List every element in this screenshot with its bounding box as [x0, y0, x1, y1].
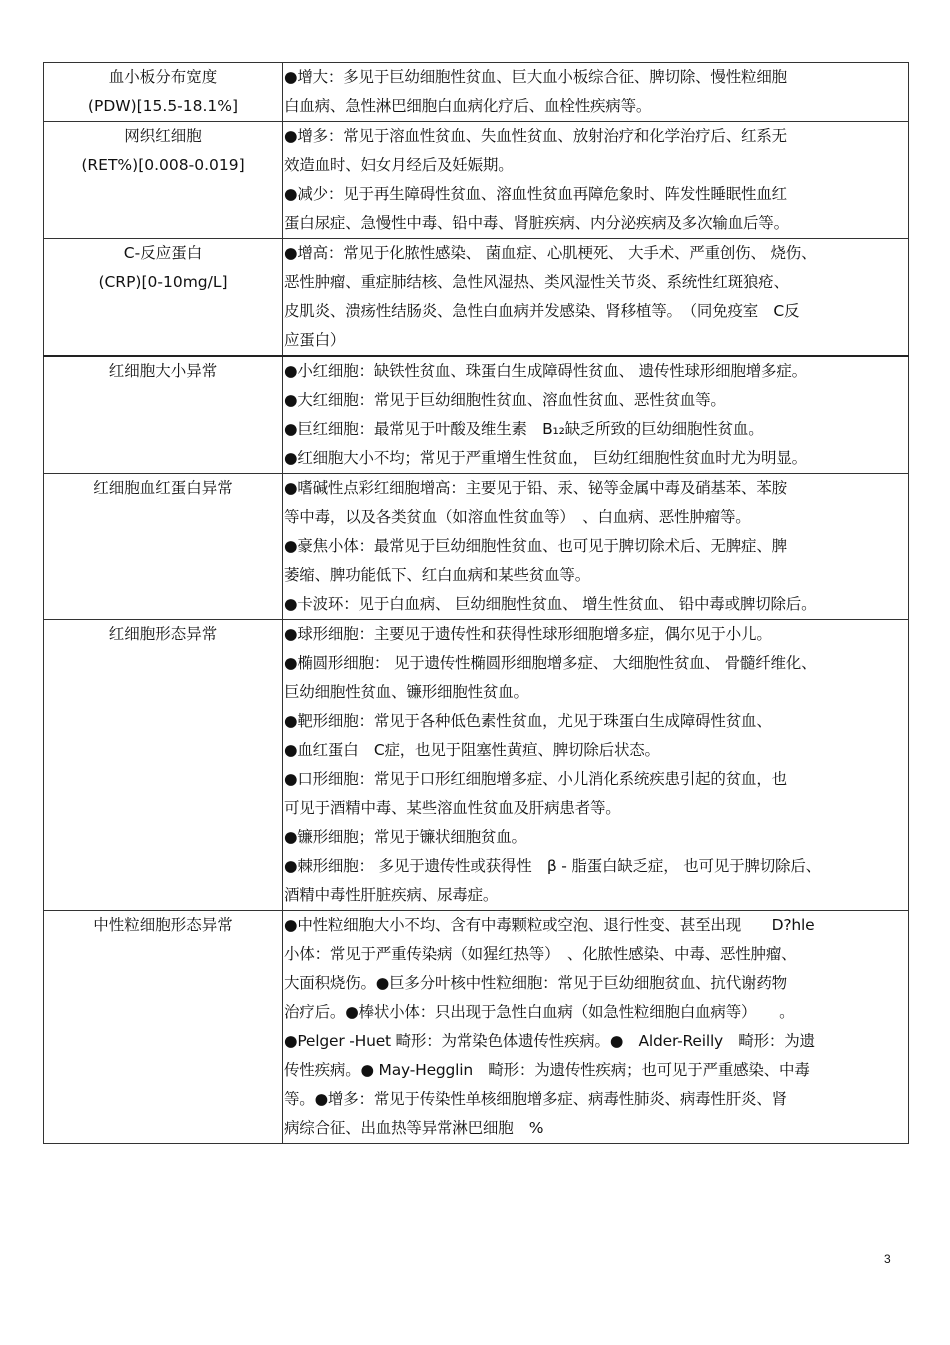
clinical-significance-line: ●球形细胞：主要见于遗传性和获得性球形细胞增多症，偶尔见于小儿。	[284, 625, 772, 643]
item-name-line: 中性粒细胞形态异常	[93, 916, 233, 934]
item-name-line: (PDW)[15.5-18.1%]	[87, 97, 239, 115]
item-name-line: 血小板分布宽度	[108, 68, 218, 86]
page-number: 3	[884, 1252, 891, 1266]
table-row	[44, 620, 909, 911]
clinical-significance-line: 传性疾病。● May-Hegglin 畸形：为遗传性疾病；也可见于严重感染、中毒	[284, 1061, 810, 1079]
clinical-significance-line: ●豪焦小体：最常见于巨幼细胞性贫血、也可见于脾切除术后、无脾症、脾	[284, 537, 787, 555]
item-name-cell	[44, 474, 283, 620]
clinical-significance-line: 等。●增多：常见于传染性单核细胞增多症、病毒性肺炎、病毒性肝炎、肾	[284, 1090, 787, 1108]
item-name-line: (CRP)[0-10mg/L]	[98, 273, 228, 291]
clinical-significance-line: 恶性肿瘤、重症肺结核、急性风湿热、类风湿性关节炎、系统性红斑狼疮、	[284, 273, 789, 291]
clinical-significance-cell	[283, 63, 909, 122]
clinical-significance-line: ●巨红细胞：最常见于叶酸及维生素 B₁₂缺乏所致的巨幼细胞性贫血。	[284, 420, 764, 438]
clinical-significance-cell	[283, 620, 909, 911]
clinical-significance-line: 效造血时、妇女月经后及妊娠期。	[284, 156, 514, 174]
clinical-significance-line: 白血病、急性淋巴细胞白血病化疗后、血栓性疾病等。	[284, 97, 652, 115]
clinical-significance-line: ●增大：多见于巨幼细胞性贫血、巨大血小板综合征、脾切除、慢性粒细胞	[284, 68, 787, 86]
clinical-significance-line: 治疗后。●棒状小体：只出现于急性白血病（如急性粒细胞白血病等） 。	[284, 1003, 795, 1021]
reference-table	[43, 62, 909, 1144]
item-name-cell	[44, 356, 283, 474]
item-name-line: (RET%)[0.008-0.019]	[81, 156, 245, 174]
clinical-significance-line: ●Pelger -Huet 畸形：为常染色体遗传性疾病。● Alder-Reilly 畸形：为遗	[284, 1032, 815, 1050]
reference-table-body	[44, 63, 909, 1144]
item-name-line: 红细胞大小异常	[108, 362, 218, 380]
clinical-significance-line: 应蛋白）	[284, 331, 346, 349]
clinical-significance-line: ●增多：常见于溶血性贫血、失血性贫血、放射治疗和化学治疗后、红系无	[284, 127, 787, 145]
clinical-significance-line: ●棘形细胞： 多见于遗传性或获得性 β - 脂蛋白缺乏症， 也可见于脾切除后、	[284, 857, 821, 875]
item-name-line: 红细胞血红蛋白异常	[93, 479, 233, 497]
clinical-significance-line: 萎缩、脾功能低下、红白血病和某些贫血等。	[284, 566, 591, 584]
clinical-significance-cell	[283, 474, 909, 620]
table-row	[44, 239, 909, 357]
table-row	[44, 474, 909, 620]
clinical-significance-cell	[283, 356, 909, 474]
clinical-significance-line: ●血红蛋白 C症，也见于阻塞性黄疸、脾切除后状态。	[284, 741, 660, 759]
clinical-significance-line: 酒精中毒性肝脏疾病、尿毒症。	[284, 886, 499, 904]
clinical-significance-line: ●大红细胞：常见于巨幼细胞性贫血、溶血性贫血、恶性贫血等。	[284, 391, 726, 409]
clinical-significance-line: ●增高：常见于化脓性感染、 菌血症、心肌梗死、 大手术、严重创伤、 烧伤、	[284, 244, 817, 262]
clinical-significance-line: 小体：常见于严重传染病（如猩红热等） 、化脓性感染、中毒、恶性肿瘤、	[284, 945, 797, 963]
table-row	[44, 356, 909, 474]
clinical-significance-line: ●红细胞大小不均；常见于严重增生性贫血， 巨幼红细胞性贫血时尤为明显。	[284, 449, 807, 467]
clinical-significance-line: ●靶形细胞：常见于各种低色素性贫血，尤见于珠蛋白生成障碍性贫血、	[284, 712, 772, 730]
clinical-significance-line: ●镰形细胞；常见于镰状细胞贫血。	[284, 828, 527, 846]
clinical-significance-line: 等中毒，以及各类贫血（如溶血性贫血等） 、白血病、恶性肿瘤等。	[284, 508, 751, 526]
clinical-significance-cell	[283, 911, 909, 1144]
item-name-cell	[44, 63, 283, 122]
clinical-significance-line: 巨幼细胞性贫血、镰形细胞性贫血。	[284, 683, 529, 701]
item-name-cell	[44, 911, 283, 1144]
clinical-significance-line: ●卡波环：见于白血病、 巨幼细胞性贫血、 增生性贫血、 铅中毒或脾切除后。	[284, 595, 817, 613]
table-row	[44, 911, 909, 1144]
clinical-significance-line: 大面积烧伤。●巨多分叶核中性粒细胞：常见于巨幼细胞贫血、抗代谢药物	[284, 974, 787, 992]
clinical-significance-line: ●减少：见于再生障碍性贫血、溶血性贫血再障危象时、阵发性睡眠性血红	[284, 185, 787, 203]
table-row	[44, 122, 909, 239]
clinical-significance-cell	[283, 239, 909, 357]
clinical-significance-line: 皮肌炎、溃疡性结肠炎、急性白血病并发感染、肾移植等。 （同免疫室 C反	[284, 302, 800, 320]
item-name-cell	[44, 122, 283, 239]
item-name-line: 红细胞形态异常	[108, 625, 218, 643]
clinical-significance-line: ●椭圆形细胞： 见于遗传性椭圆形细胞增多症、 大细胞性贫血、 骨髓纤维化、	[284, 654, 817, 672]
clinical-significance-line: ●小红细胞：缺铁性贫血、珠蛋白生成障碍性贫血、 遗传性球形细胞增多症。	[284, 362, 807, 380]
item-name-cell	[44, 620, 283, 911]
item-name-line: 网织红细胞	[124, 127, 202, 145]
clinical-significance-line: ●口形细胞：常见于口形红细胞增多症、小儿消化系统疾患引起的贫血，也	[284, 770, 787, 788]
clinical-significance-line: 病综合征、出血热等异常淋巴细胞 %	[284, 1119, 544, 1137]
clinical-significance-line: ●中性粒细胞大小不均、含有中毒颗粒或空泡、退行性变、甚至出现 D?hle	[284, 916, 815, 934]
item-name-cell	[44, 239, 283, 357]
table-row	[44, 63, 909, 122]
clinical-significance-cell	[283, 122, 909, 239]
clinical-significance-line: 可见于酒精中毒、某些溶血性贫血及肝病患者等。	[284, 799, 621, 817]
clinical-significance-line: 蛋白尿症、急慢性中毒、铅中毒、肾脏疾病、内分泌疾病及多次输血后等。	[284, 214, 789, 232]
item-name-line: C-反应蛋白	[123, 244, 203, 262]
clinical-significance-line: ●嗜碱性点彩红细胞增高：主要见于铅、汞、铋等金属中毒及硝基苯、苯胺	[284, 479, 787, 497]
